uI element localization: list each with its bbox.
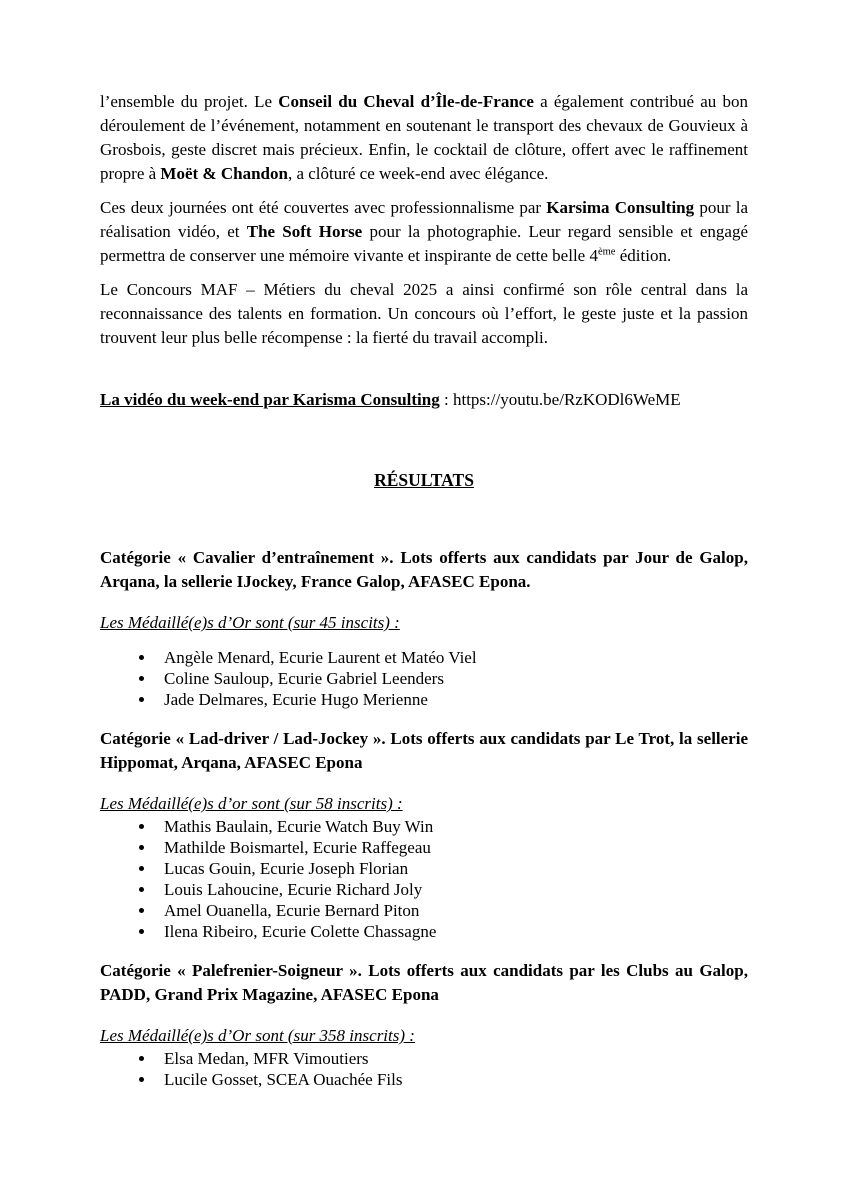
results-section <box>100 546 748 1090</box>
category-subhead-text: Les Médaillé(e)s d’Or sont (sur 45 inscits) : <box>100 613 400 632</box>
winner-item: • Angèle Menard, Ecurie Laurent et Matéo Viel <box>156 647 748 668</box>
intro-paragraph <box>100 90 748 186</box>
category-subhead-text: Les Médaillé(e)s d’or sont (sur 58 inscrits) : <box>100 794 403 813</box>
category-section <box>100 959 748 1090</box>
text-segment: Ces deux journées ont été couvertes avec professionnalisme par <box>100 198 547 217</box>
category-subhead <box>100 611 748 635</box>
winners-list <box>100 1048 748 1090</box>
category-subhead <box>100 1024 748 1048</box>
intro-paragraph <box>100 196 748 268</box>
winner-item: • Louis Lahoucine, Ecurie Richard Joly <box>156 879 748 900</box>
results-heading <box>100 468 748 492</box>
category-section <box>100 727 748 942</box>
superscript-segment: ème <box>597 246 616 258</box>
winners-list <box>100 647 748 710</box>
text-segment: l’ensemble du projet. Le <box>100 92 279 111</box>
category-heading: Catégorie « Cavalier d’entraînement ». Lots offerts aux candidats par Jour de Galop, Arqana, la sellerie IJockey, France Galop, AFASEC Epona. <box>100 548 748 591</box>
winner-item: • Jade Delmares, Ecurie Hugo Merienne <box>156 689 748 710</box>
text-segment: a également contribué au bon déroulement de l’événement, notamment en soutenant le transport des chevaux de Gouvieux à Grosbois, geste discret mais précieux. Enfin, le cocktail de clôture, offert avec le raffinement propre à <box>100 92 749 183</box>
category-heading: Catégorie « Palefrenier-Soigneur ». Lots offerts aux candidats par les Clubs au Galop, PADD, Grand Prix Magazine, AFASEC Epona <box>100 961 748 1004</box>
video-url-link[interactable]: https://youtu.be/RzKODl6WeME <box>452 390 681 409</box>
text-segment: pour la réalisation vidéo, et <box>100 198 748 241</box>
video-link-separator: : <box>439 390 453 409</box>
category-subhead <box>100 792 748 816</box>
category-section <box>100 546 748 710</box>
text-segment: pour la photographie. Leur regard sensible et engagé permettra de conserver une mémoire vivante et inspirante de cette belle 4 <box>100 222 749 265</box>
winner-item: • Amel Ouanella, Ecurie Bernard Piton <box>156 900 748 921</box>
intro-paragraph <box>100 278 748 350</box>
bold-text-segment: The Soft Horse <box>246 222 363 241</box>
bold-text-segment: Conseil du Cheval d’Île-de-France <box>278 92 534 111</box>
video-link-label: La vidéo du week-end par Karisma Consulting <box>100 390 440 409</box>
category-heading: Catégorie « Lad-driver / Lad-Jockey ». Lots offerts aux candidats par Le Trot, la sellerie Hippomat, Arqana, AFASEC Epona <box>100 729 748 772</box>
winners-list <box>100 816 748 942</box>
winner-item: • Coline Sauloup, Ecurie Gabriel Leenders <box>156 668 748 689</box>
text-segment: , a clôturé ce week-end avec élégance. <box>287 164 549 183</box>
winner-item: • Lucas Gouin, Ecurie Joseph Florian <box>156 858 748 879</box>
winner-item: • Ilena Ribeiro, Ecurie Colette Chassagne <box>156 921 748 942</box>
video-link-line <box>100 388 748 412</box>
results-heading-text: RÉSULTATS <box>374 470 474 490</box>
winner-item: • Mathis Baulain, Ecurie Watch Buy Win <box>156 816 748 837</box>
intro-section <box>100 90 748 350</box>
bold-text-segment: Moët & Chandon <box>160 164 288 183</box>
winner-item: • Lucile Gosset, SCEA Ouachée Fils <box>156 1069 748 1090</box>
bold-text-segment: Karsima Consulting <box>546 198 695 217</box>
winner-item: • Elsa Medan, MFR Vimoutiers <box>156 1048 748 1069</box>
winner-item: • Mathilde Boismartel, Ecurie Raffegeau <box>156 837 748 858</box>
text-segment: édition. <box>615 246 672 265</box>
text-segment: Le Concours MAF – Métiers du cheval 2025 a ainsi confirmé son rôle central dans la reconnaissance des talents en formation. Un concours où l’effort, le geste juste et la passion trouvent leur plus belle récompense : la fierté du travail accompli. <box>100 280 748 347</box>
category-subhead-text: Les Médaillé(e)s d’Or sont (sur 358 inscrits) : <box>100 1026 415 1045</box>
